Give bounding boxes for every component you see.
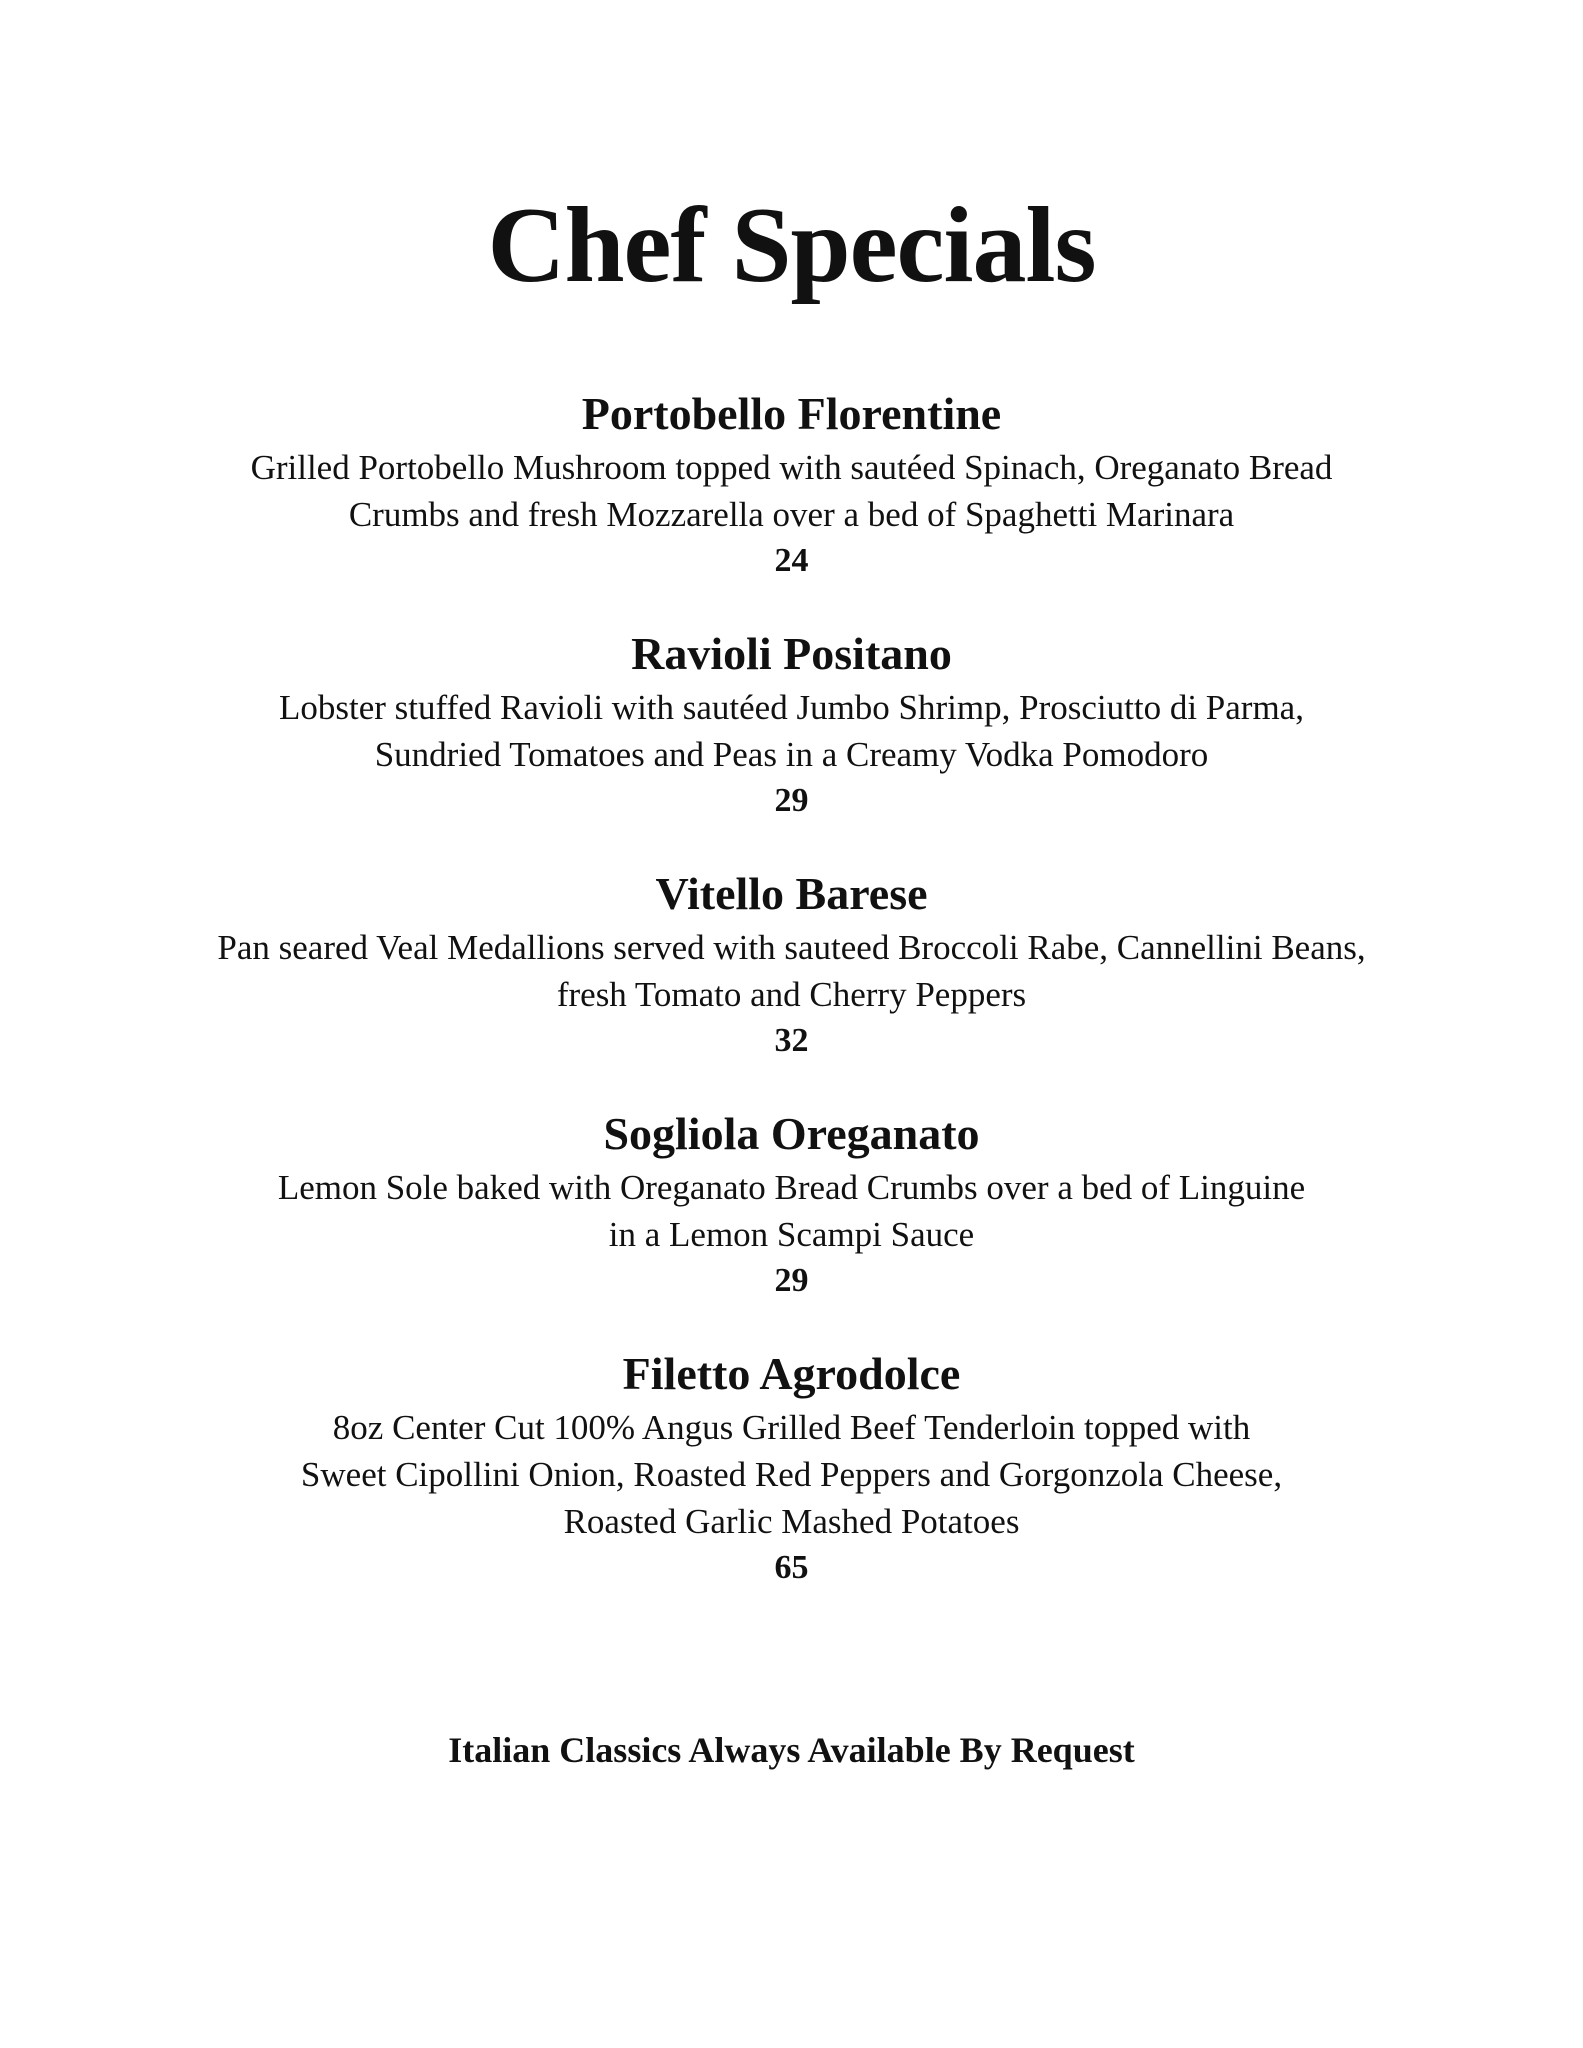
- menu-item-description: [0, 924, 1583, 1018]
- menu-item-description-line: in a Lemon Scampi Sauce: [608, 1215, 975, 1254]
- menu-item-description-line: fresh Tomato and Cherry Peppers: [556, 975, 1027, 1014]
- menu-item-description-line: Pan seared Veal Medallions served with sauteed Broccoli Rabe, Cannellini Beans,: [217, 928, 1366, 967]
- menu-item-description-line: Sundried Tomatoes and Peas in a Creamy Vodka Pomodoro: [374, 735, 1209, 774]
- menu-item: [0, 388, 1583, 584]
- menu-item-price: 24: [774, 542, 809, 579]
- menu-item-name: Vitello Barese: [655, 868, 928, 919]
- menu-item-price: 29: [774, 782, 809, 819]
- menu-item-price: 29: [774, 1262, 809, 1299]
- menu-item-price: 65: [774, 1549, 809, 1586]
- menu-item-description: [0, 1164, 1583, 1258]
- menu-item-description: [0, 684, 1583, 778]
- menu-item-price: 32: [774, 1022, 809, 1059]
- menu-item-name: Ravioli Positano: [631, 628, 952, 679]
- menu-item: [0, 868, 1583, 1064]
- menu-item-name: Filetto Agrodolce: [622, 1348, 961, 1399]
- menu-item: [0, 628, 1583, 824]
- menu-item-description-line: Grilled Portobello Mushroom topped with sautéed Spinach, Oreganato Bread: [250, 448, 1333, 487]
- menu-item-description-line: Sweet Cipollini Onion, Roasted Red Peppers and Gorgonzola Cheese,: [300, 1455, 1283, 1494]
- footer-note: Italian Classics Always Available By Request: [448, 1730, 1135, 1770]
- menu-item-description-line: 8oz Center Cut 100% Angus Grilled Beef Tenderloin topped with: [332, 1408, 1251, 1447]
- menu-item-name: Sogliola Oreganato: [603, 1108, 980, 1159]
- menu-item-description-line: Lobster stuffed Ravioli with sautéed Jumbo Shrimp, Prosciutto di Parma,: [279, 688, 1304, 727]
- page-title: Chef Specials: [487, 186, 1096, 305]
- menu-item: [0, 1348, 1583, 1591]
- menu-item-description-line: Crumbs and fresh Mozzarella over a bed of Spaghetti Marinara: [348, 495, 1235, 534]
- menu-item-description: [0, 1404, 1583, 1545]
- menu-item-description-line: Lemon Sole baked with Oreganato Bread Crumbs over a bed of Linguine: [277, 1168, 1306, 1207]
- menu-item-name: Portobello Florentine: [581, 388, 1002, 439]
- menu-item-description-line: Roasted Garlic Mashed Potatoes: [563, 1502, 1020, 1541]
- menu-item: [0, 1108, 1583, 1304]
- menu-item-description: [0, 444, 1583, 538]
